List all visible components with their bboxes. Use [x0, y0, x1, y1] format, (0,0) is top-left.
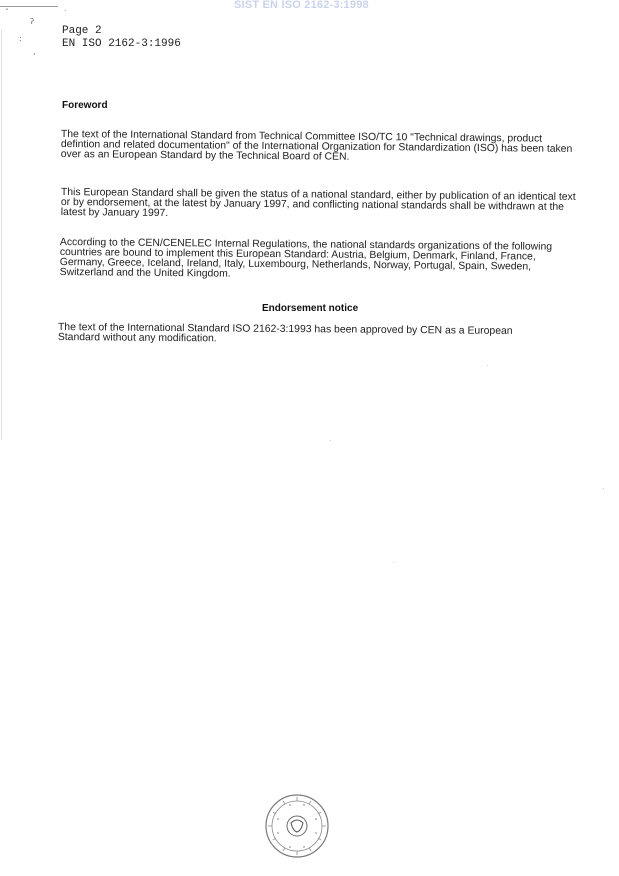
scan-speck [603, 488, 604, 489]
scan-speck: ˇ [5, 8, 9, 17]
scan-speck: , [33, 47, 36, 56]
scan-speck [330, 440, 331, 441]
page-number: Page 2 [62, 25, 102, 37]
scan-speck [487, 365, 488, 366]
foreword-paragraph: The text of the International Standard from Technical Committee ISO/TC 10 "Technical drawings, product defintion and related documentation" of the International Organization for Standardization (ISO) has been taken over as an European Standard by the Technical Board of CEN. [60, 129, 573, 163]
foreword-paragraph: According to the CEN/CENELEC Internal Regulations, the national standards organizations of the following countries are bound to implement this European Standard: Austria, Belgium, Denmark, Finland, France, Germany, Greece, Iceland, Ireland, Italy, Luxembourg, Netherlands, Norway, Portugal, Spain, Sweden, Switzerland and the United Kingdom. [59, 237, 553, 280]
scan-speck: ˋ [64, 10, 67, 17]
scan-speck: ʔ [30, 17, 35, 26]
official-seal-icon [264, 793, 330, 859]
watermark: SIST EN ISO 2162-3:1998 [234, 0, 369, 11]
endorsement-paragraph: The text of the International Standard ISO 2162-3:1993 has been approved by CEN as a European Standard without any modification. [57, 322, 513, 345]
scan-edge-line [1, 30, 2, 440]
foreword-paragraph: This European Standard shall be given the status of a national standard, either by publication of an identical text or by endorsement, at the latest by January 1997, and conflicting national standards shall be withdrawn at the latest by January 1997. [60, 187, 576, 220]
scan-artifact-line [0, 6, 58, 7]
endorsement-heading: Endorsement notice [262, 303, 359, 314]
scan-speck: : [19, 34, 22, 43]
scan-speck [393, 562, 394, 563]
standard-reference: EN ISO 2162-3:1996 [62, 38, 181, 50]
foreword-heading: Foreword [62, 100, 108, 111]
page-header [62, 25, 181, 51]
